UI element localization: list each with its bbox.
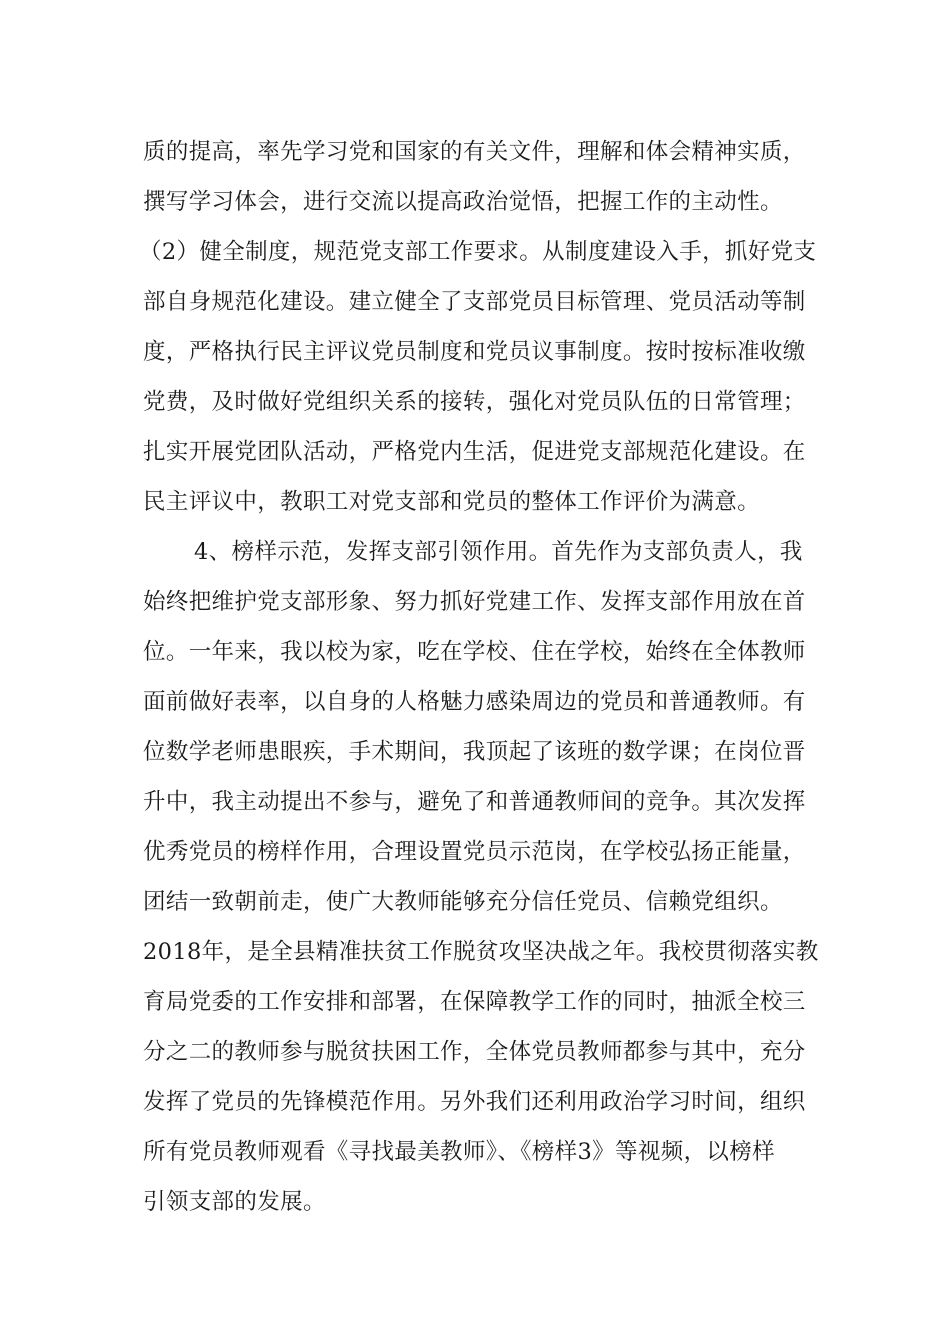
text-line: 发挥了党员的先锋模范作用。另外我们还利用政治学习时间，组织 bbox=[143, 1089, 806, 1115]
text-line: 位数学老师患眼疾，手术期间，我顶起了该班的数学课；在岗位晋 bbox=[143, 739, 806, 765]
text-line: 位。一年来，我以校为家，吃在学校、住在学校，始终在全体教师 bbox=[143, 639, 806, 665]
section-heading-line: 4、榜样示范，发挥支部引领作用。首先作为支部负责人，我 bbox=[194, 539, 803, 565]
text-line: 党费，及时做好党组织关系的接转，强化对党员队伍的日常管理； bbox=[143, 389, 806, 415]
text-line: （2）健全制度，规范党支部工作要求。从制度建设入手，抓好党支 bbox=[139, 239, 817, 265]
text-line: 优秀党员的榜样作用，合理设置党员示范岗，在学校弘扬正能量， bbox=[143, 839, 806, 865]
text-line: 度，严格执行民主评议党员制度和党员议事制度。按时按标准收缴 bbox=[143, 339, 806, 365]
text-line: 撰写学习体会，进行交流以提高政治觉悟，把握工作的主动性。 bbox=[143, 189, 783, 215]
text-line: 升中，我主动提出不参与，避免了和普通教师间的竞争。其次发挥 bbox=[143, 789, 806, 815]
text-line: 团结一致朝前走，使广大教师能够充分信任党员、信赖党组织。 bbox=[143, 889, 783, 915]
text-line: 扎实开展党团队活动，严格党内生活，促进党支部规范化建设。在 bbox=[143, 439, 806, 465]
text-line: 2018年，是全县精准扶贫工作脱贫攻坚决战之年。我校贯彻落实教 bbox=[143, 939, 819, 965]
text-line: 部自身规范化建设。建立健全了支部党员目标管理、党员活动等制 bbox=[143, 289, 806, 315]
text-line: 质的提高，率先学习党和国家的有关文件，理解和体会精神实质， bbox=[143, 139, 806, 165]
text-line: 育局党委的工作安排和部署，在保障教学工作的同时，抽派全校三 bbox=[143, 989, 806, 1015]
text-line: 引领支部的发展。 bbox=[143, 1189, 326, 1215]
text-line: 民主评议中，教职工对党支部和党员的整体工作评价为满意。 bbox=[143, 489, 760, 515]
text-line: 面前做好表率，以自身的人格魅力感染周边的党员和普通教师。有 bbox=[143, 689, 806, 715]
text-line: 分之二的教师参与脱贫扶困工作，全体党员教师都参与其中，充分 bbox=[143, 1039, 806, 1065]
text-line: 始终把维护党支部形象、努力抓好党建工作、发挥支部作用放在首 bbox=[143, 589, 806, 615]
text-line: 所有党员教师观看《寻找最美教师》、《榜样3》等视频，以榜样 bbox=[143, 1139, 775, 1165]
